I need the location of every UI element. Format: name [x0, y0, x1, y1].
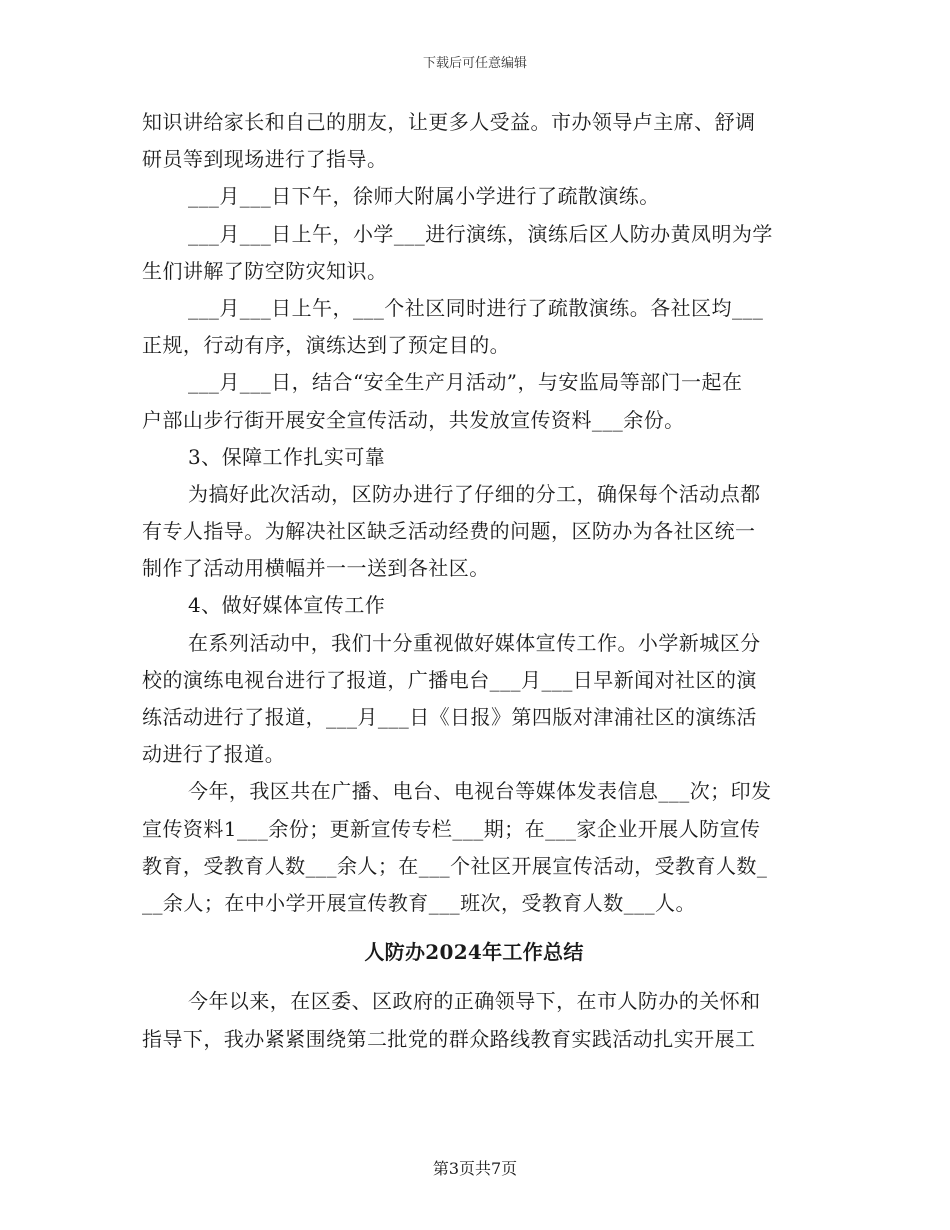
text-line: ___月___日下午，徐师大附属小学进行了疏散演练。 [188, 184, 660, 209]
text-line: 制作了活动用横幅并一一送到各社区。 [142, 556, 490, 581]
text-line: 动进行了报道。 [142, 742, 286, 767]
page-header: 下载后可任意编辑 [422, 56, 527, 71]
text-line: 今年以来，在区委、区政府的正确领导下，在市人防办的关怀和 [188, 989, 761, 1014]
text-line: 知识讲给家长和自己的朋友，让更多人受益。市办领导卢主席、舒调 [142, 110, 756, 134]
paragraph-block-2 [142, 983, 806, 1057]
text-line: 宣传资料1___余份；更新宣传专栏___期；在___家企业开展人防宣传 [142, 816, 761, 841]
text-line: 为搞好此次活动，区防办进行了仔细的分工，确保每个活动点都 [188, 481, 761, 506]
text-line: ___月___日上午，小学___进行演练，演练后区人防办黄凤明为学 [188, 221, 773, 246]
text-line: ___月___日，结合“安全生产月活动”，与安监局等部门一起在 [188, 370, 743, 395]
text-line: 校的演练电视台进行了报道，广播电台___月___日早新闻对社区的演 [142, 667, 757, 692]
section-heading: 4、做好媒体宣传工作 [188, 593, 386, 618]
paragraph-block-1 [142, 104, 806, 922]
text-line: __余人；在中小学开展宣传教育___班次，受教育人数___人。 [142, 890, 696, 915]
text-line: 教育，受教育人数___余人；在___个社区开展宣传活动，受教育人数_ [142, 853, 768, 878]
document-body [142, 104, 806, 1058]
text-line: ___月___日上午，___个社区同时进行了疏散演练。各社区均___ [188, 295, 764, 320]
text-line: 有专人指导。为解决社区缺乏活动经费的问题，区防办为各社区统一 [142, 519, 756, 544]
text-line: 今年，我区共在广播、电台、电视台等媒体发表信息___次；印发 [188, 779, 772, 804]
section-heading: 3、保障工作扎实可靠 [188, 444, 386, 469]
text-line: 正规，行动有序，演练达到了预定目的。 [142, 333, 511, 358]
text-line: 指导下，我办紧紧围绕第二批党的群众路线教育实践活动扎实开展工 [142, 1026, 756, 1051]
text-line: 在系列活动中，我们十分重视做好媒体宣传工作。小学新城区分 [188, 630, 761, 655]
document-title: 人防办2024年工作总结 [364, 940, 584, 965]
text-line: 研员等到现场进行了指导。 [142, 147, 388, 172]
text-line: 生们讲解了防空防灾知识。 [142, 258, 388, 283]
text-line: 户部山步行街开展安全宣传活动，共发放宣传资料___余份。 [142, 407, 685, 432]
page-footer: 第3页共7页 [432, 1159, 518, 1178]
text-line: 练活动进行了报道，___月___日《日报》第四版对津浦社区的演练活 [142, 705, 757, 729]
